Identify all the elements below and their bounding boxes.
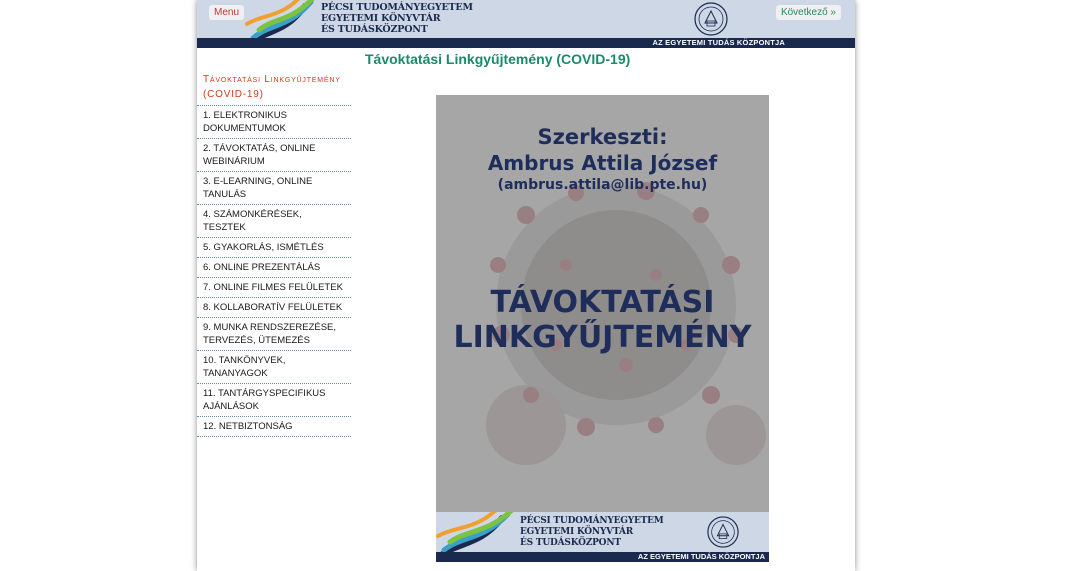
next-page-button[interactable]: Következő » [776, 5, 841, 20]
university-line: EGYETEMI KÖNYVTÁR [321, 13, 441, 24]
university-seal-icon [693, 1, 729, 37]
sidebar-item-online-prezentalas[interactable]: 6. ONLINE PREZENTÁLÁS [197, 258, 351, 278]
cover-tagline: AZ EGYETEMI TUDÁS KÖZPONTJA [436, 552, 769, 562]
sidebar-heading[interactable]: Távoktatási Linkgyűjtemény (COVID-19) [197, 71, 351, 106]
sidebar-item-munka-rendszerezese[interactable]: 9. MUNKA RENDSZEREZÉSE, TERVEZÉS, ÜTEMEZÉS [197, 318, 351, 351]
header-tagline: AZ EGYETEMI TUDÁS KÖZPONTJA [197, 38, 855, 48]
university-name [321, 2, 473, 35]
cover-title-line: TÁVOKTATÁSI [490, 285, 715, 320]
sidebar-item-szamonkeresek-tesztek[interactable]: 4. SZÁMONKÉRÉSEK, TESZTEK [197, 205, 351, 238]
sidebar-item-gyakorlas-ismetles[interactable]: 5. GYAKORLÁS, ISMÉTLÉS [197, 238, 351, 258]
sidebar-item-netbiztonsag[interactable]: 12. NETBIZTONSÁG [197, 417, 351, 437]
cover-editor-email: (ambrus.attila@lib.pte.hu) [497, 177, 708, 193]
sidebar-item-elektronikus-dokumentumok[interactable]: 1. ELEKTRONIKUS DOKUMENTUMOK [197, 106, 351, 139]
cover-image [436, 95, 769, 562]
cover-editor-label: Szerkeszti: [537, 125, 668, 149]
menu-button[interactable]: Menu [209, 5, 244, 20]
cover-university-line: PÉCSI TUDOMÁNYEGYETEM [520, 516, 664, 526]
sidebar-nav [197, 71, 351, 437]
sidebar-item-tankonyvek-tananyagok[interactable]: 10. TANKÖNYVEK, TANANYAGOK [197, 351, 351, 384]
cover-university-name [520, 516, 664, 549]
library-logo [245, 0, 317, 38]
cover-seal-icon [706, 515, 740, 549]
cover-title-line: LINKGYŰJTEMÉNY [453, 320, 752, 355]
cover-library-logo [436, 512, 516, 552]
cover-title [436, 285, 769, 355]
sidebar-item-tantargyspecifikus-ajanlasok[interactable]: 11. TANTÁRGYSPECIFIKUS AJÁNLÁSOK [197, 384, 351, 417]
cover-university-line: EGYETEMI KÖNYVTÁR [520, 527, 634, 537]
university-line: ÉS TUDÁSKÖZPONT [321, 24, 428, 35]
cover-footer [436, 512, 769, 552]
sidebar-item-online-filmes-feluletek[interactable]: 7. ONLINE FILMES FELÜLETEK [197, 278, 351, 298]
cover-editor-name: Ambrus Attila József [487, 151, 718, 175]
university-line: PÉCSI TUDOMÁNYEGYETEM [321, 2, 473, 13]
page-title: Távoktatási Linkgyűjtemény (COVID-19) [365, 51, 631, 67]
cover-university-line: ÉS TUDÁSKÖZPONT [520, 538, 621, 548]
sidebar-item-kollaborativ-feluletek[interactable]: 8. KOLLABORATÍV FELÜLETEK [197, 298, 351, 318]
page-frame [197, 0, 855, 571]
sidebar-item-tavoktatas-online-webinarium[interactable]: 2. TÁVOKTATÁS, ONLINE WEBINÁRIUM [197, 139, 351, 172]
site-header [197, 0, 855, 38]
sidebar-item-e-learning-online-tanulas[interactable]: 3. E-LEARNING, ONLINE TANULÁS [197, 172, 351, 205]
